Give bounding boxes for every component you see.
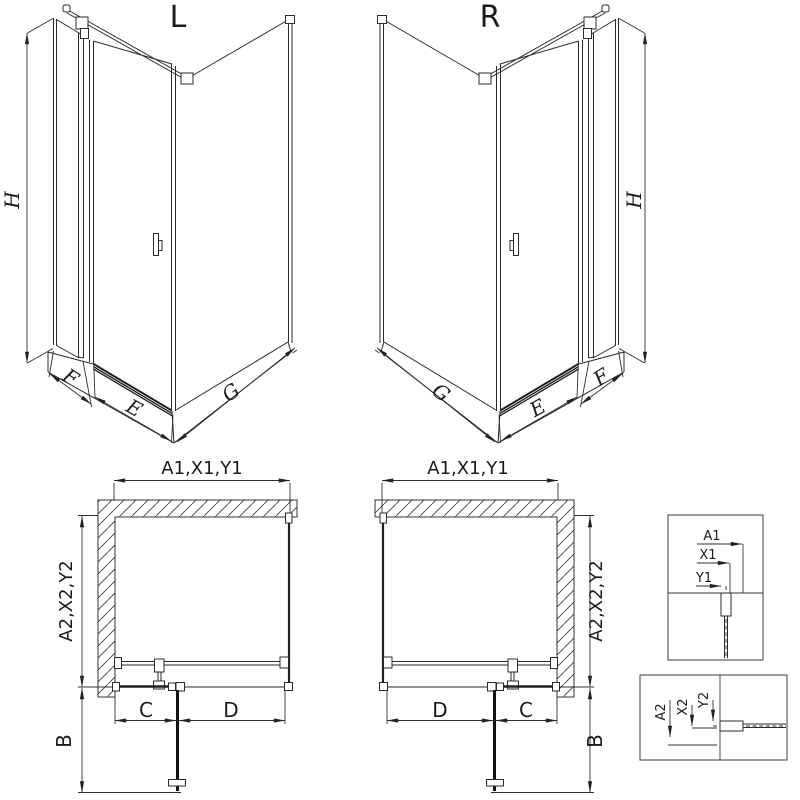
detail-box-bottom [640, 675, 787, 760]
plan-right-dim-side: A2,X2,Y2 [586, 560, 607, 642]
wall-profile-section [721, 593, 731, 616]
detail-bottom-label-a2: A2 [654, 703, 669, 721]
plan-view-left [52, 458, 297, 793]
iso-right-label-e: E [525, 393, 550, 422]
detail-top-label-y1: Y1 [695, 571, 713, 586]
plan-left-dim-c: C [139, 698, 153, 722]
iso-left-label-f: F [58, 363, 84, 391]
iso-right-label-h: H [622, 191, 646, 209]
iso-right-title: R [479, 0, 501, 35]
detail-box-top [668, 515, 763, 660]
plan-view-right [375, 458, 607, 793]
plan-right-dim-top: A1,X1,Y1 [427, 458, 509, 479]
detail-bottom-label-x2: X2 [676, 698, 691, 716]
iso-left-label-g: G [217, 378, 245, 407]
iso-view-left [0, 0, 297, 443]
plan-left-dim-side: A2,X2,Y2 [56, 560, 77, 642]
detail-top-label-x1: X1 [699, 548, 717, 563]
plan-left-dim-d: D [223, 698, 239, 722]
bottom-profile-section [720, 721, 743, 731]
plan-left-walls [98, 500, 297, 697]
detail-bottom-label-y2: Y2 [697, 691, 712, 709]
iso-left-label-h: H [0, 191, 24, 209]
plan-right-dim-d: D [432, 698, 448, 722]
iso-left-label-e: E [122, 393, 147, 422]
detail-top-label-a1: A1 [703, 529, 721, 544]
plan-right-dim-b: B [583, 734, 607, 748]
iso-right-label-f: F [588, 363, 614, 391]
plan-left-dim-b: B [52, 734, 76, 748]
iso-right-label-g: G [427, 378, 455, 407]
iso-view-right [375, 0, 646, 443]
plan-right-walls [375, 500, 574, 697]
plan-right-dim-c: C [519, 698, 533, 722]
iso-left-title: L [169, 0, 187, 35]
plan-left-dim-top: A1,X1,Y1 [161, 458, 243, 479]
